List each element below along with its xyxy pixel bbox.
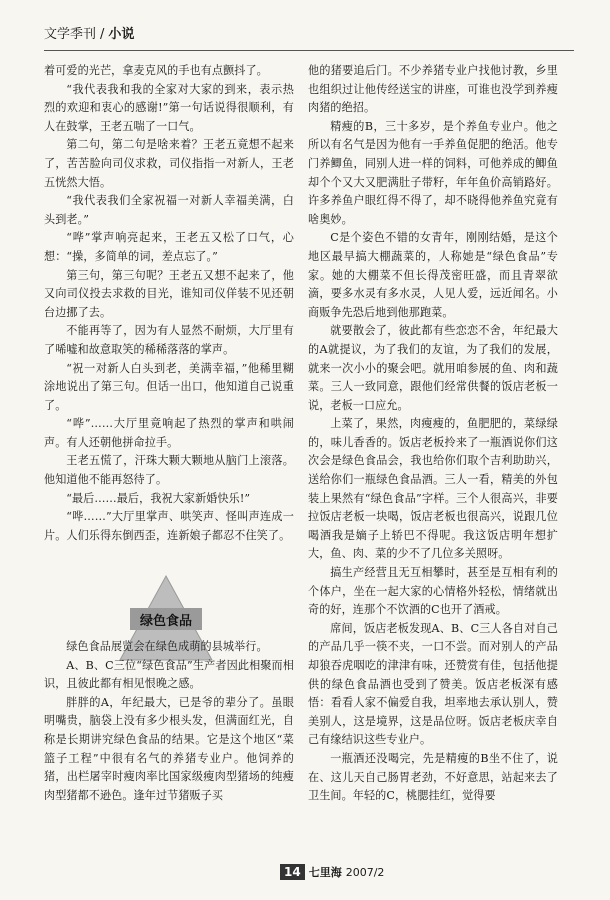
magazine-name: 文学季刊: [44, 27, 97, 42]
footer-magazine: 七里海: [308, 866, 342, 879]
paragraph: 着可爱的光芒，拿麦克风的手也有点颤抖了。: [44, 64, 268, 77]
paragraph: 胖胖的A，年纪最大，已是爷的辈分了。虽眼明嘴贵，脑袋上没有多少根头发，但满面红光，自称是长期讲究绿色食品的结果。它是这个地区“菜篮子工程”中很有名气的养猪专业户。他饲养的猪，出栏屠宰时瘦肉率比国家级瘦肉型猪场的纯瘦肉型猪都不逊色。逢年过节猪贩子买: [44, 695, 294, 802]
paragraph: “祝一对新人白头到老，美满幸福，”他稀里糊涂地说出了第三句。但话一出口，他知道自己说重了。: [44, 361, 294, 412]
paragraph: 上菜了，果然，肉瘦瘦的，鱼肥肥的，菜绿绿的，味儿香香的。饭店老板拎来了一瓶酒说你们这次会是绿色食品会，我也给你们取个吉利助助兴，送给你们一瓶绿色食品酒。三人一看，精美的外包装上果然有“绿色食品”字样。三个人很高兴，非要拉饭店老板一块喝，饭店老板也很高兴，说跟几位喝酒我是嫡子上轿巴不得呢。我这饭店明年想扩大，鱼、肉、菜的少不了几位多关照呀。: [308, 417, 558, 561]
right-column: [308, 62, 558, 806]
section-title: 绿色食品: [139, 614, 192, 629]
left-column: [44, 62, 294, 545]
paragraph: “我代表我和我的全家对大家的到来，表示热烈的欢迎和衷心的感谢!”第一句话说得很顺利，有人在鼓掌，王老五喘了一口气。: [44, 82, 294, 133]
paragraph: C是个姿色不错的女青年，刚刚结婚，是这个地区最早搞大棚蔬菜的，人称她是“绿色食品”专家。她的大棚菜不但长得茂密旺盛，而且青翠欲滴，要多水灵有多水灵，人见人爱，远近闻名。小商贩争先恐后地到他那跑菜。: [308, 231, 558, 319]
issue-number: 2007/2: [345, 865, 385, 879]
paragraph: A、B、C三位“绿色食品”生产者因此相聚而相识，且彼此都有相见恨晚之感。: [44, 658, 294, 691]
paragraph: 第三句，第三句呢？王老五又想不起来了，他又向司仪投去求救的目光，谁知司仪佯装不见还朝台边挪了去。: [44, 268, 294, 319]
section-name: 小说: [108, 27, 135, 42]
paragraph: 就要散会了，彼此都有些恋恋不舍，年纪最大的A就提议，为了我们的友谊，为了我们的发展，就来一次小小的聚会吧。就用咱参展的鱼、肉和蔬菜。三人一致同意，跟他们经常供餐的饭店老板一说，老板一口应允。: [308, 324, 558, 412]
paragraph: 不能再等了，因为有人显然不耐烦，大厅里有了唏嘘和故意取笑的稀稀落落的掌声。: [44, 324, 294, 356]
running-header: [44, 26, 574, 51]
paragraph: 王老五慌了，汗珠大颗大颗地从脑门上滚落。他知道他不能再怒待了。: [44, 454, 294, 487]
page-number: 14: [280, 864, 305, 880]
paragraph: 一瓶酒还没喝完，先是精瘦的B坐不住了，说在、这儿天自己肠胃老劲，不好意思，站起来去了卫生间。年轻的C，桃腮挂红，觉得要: [308, 751, 558, 803]
story-intro: [44, 638, 294, 805]
paragraph: 席间，饭店老板发现A、B、C三人各自对自己的产品几乎一筷不夹，一口不尝。而对别人的产品却狼吞虎咽吃的津津有味，还赞赏有佳，包括他提供的绿色食品酒也受到了赞美。饭店老板深有感悟：看看人家不偏爱自我，坦率地去承认别人，赞美别人，这是境界，这是品位呀。饭店老板庆幸自己有缘结识这些专业户。: [308, 621, 558, 747]
header-separator: /: [100, 27, 105, 42]
paragraph: “哗”……大厅里竟响起了热烈的掌声和哄闹声。有人还朝他拼命拉手。: [44, 417, 294, 449]
page-footer: [280, 862, 384, 882]
paragraph: “我代表我们全家祝福一对新人幸福美满，白头到老。”: [44, 194, 294, 226]
paragraph: “哗……”大厅里掌声、哄笑声、怪叫声连成一片。人们乐得东倒西歪，连新娘子都忍不住笑了。: [44, 510, 294, 542]
paragraph: 精瘦的B，三十多岁，是个养鱼专业户。他之所以有名气是因为他有一手养鱼促肥的绝活。他专门养鲫鱼，同别人进一样的饲料，可他养成的鲫鱼却个个又大又肥满肚子带籽，年年鱼价高销路好。许多养鱼户眼红得不得了，却不晓得他养鱼究竟有啥奥妙。: [308, 119, 558, 226]
paragraph: 搞生产经营且无互相攀时，甚至是互相有利的个体户，坐在一起大家的心情格外轻松，情绪就出奇的好，连那个不饮酒的C也开了酒戒。: [308, 566, 558, 617]
paragraph: 他的猪要追后门。不少养猪专业户找他讨教，乡里也组织过让他传经送宝的讲座，可谁也没学到养瘦肉猪的绝招。: [308, 64, 558, 115]
paragraph: 绿色食品展览会在绿色成萌的县城举行。: [66, 640, 268, 653]
paragraph: “哗”掌声响亮起来，王老五又松了口气，心想：“操，多简单的词，差点忘了。”: [44, 231, 294, 263]
paragraph: 第二句，第二句是啥来着？王老五竟想不起来了，苦苦脸向司仪求救，司仪指指一对新人，王老五恍然大悟。: [44, 138, 294, 189]
paragraph: “最后……最后，我祝大家新婚快乐!”: [66, 491, 251, 505]
